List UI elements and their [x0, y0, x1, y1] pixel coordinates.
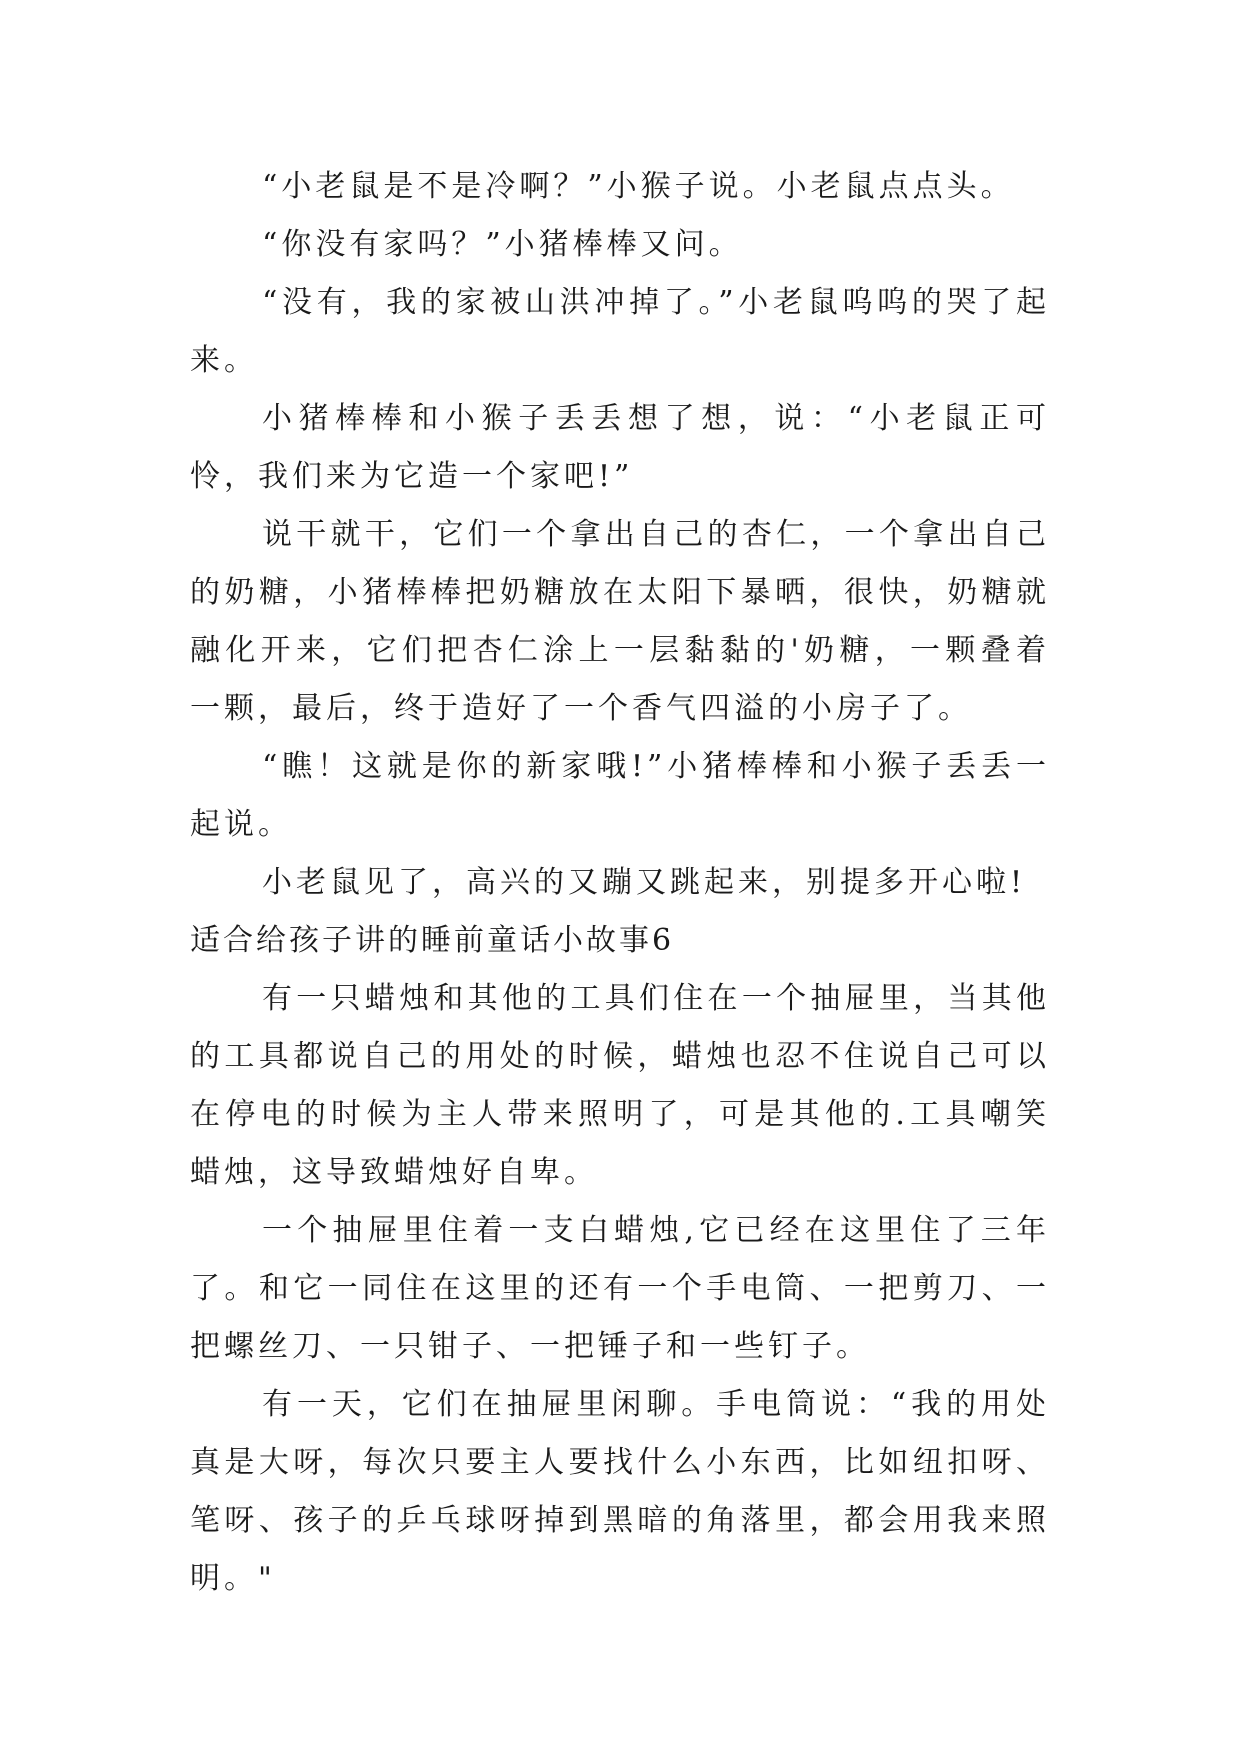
section-title: 适合给孩子讲的睡前童话小故事6: [190, 923, 675, 958]
document-body: [190, 158, 1050, 1608]
paragraph: “没有，我的家被山洪冲掉了。”小老鼠呜呜的哭了起来。: [190, 285, 1050, 378]
paragraph: 小老鼠见了，高兴的又蹦又跳起来，别提多开心啦!: [262, 865, 1027, 900]
paragraph: 说干就干，它们一个拿出自己的杏仁，一个拿出自己的奶糖，小猪棒棒把奶糖放在太阳下暴晒，很快，奶糖就融化开来，它们把杏仁涂上一层黏黏的'奶糖，一颗叠着一颗，最后，终于造好了一个香气四溢的小房子了。: [190, 517, 1050, 726]
paragraph: 小猪棒棒和小猴子丢丢想了想，说：“小老鼠正可怜，我们来为它造一个家吧!”: [190, 401, 1050, 494]
paragraph: 一个抽屉里住着一支白蜡烛,它已经在这里住了三年了。和它一同住在这里的还有一个手电筒、一把剪刀、一把螺丝刀、一只钳子、一把锤子和一些钉子。: [190, 1213, 1050, 1364]
paragraph: “小老鼠是不是冷啊？”小猴子说。小老鼠点点头。: [262, 169, 1015, 204]
paragraph: “瞧！这就是你的新家哦!”小猪棒棒和小猴子丢丢一起说。: [190, 749, 1050, 842]
paragraph: 有一天，它们在抽屉里闲聊。手电筒说：“我的用处真是大呀，每次只要主人要找什么小东西，比如纽扣呀、笔呀、孩子的乒乓球呀掉到黑暗的角落里，都会用我来照明。": [190, 1387, 1050, 1596]
paragraph: 有一只蜡烛和其他的工具们住在一个抽屉里，当其他的工具都说自己的用处的时候，蜡烛也忍不住说自己可以在停电的时候为主人带来照明了，可是其他的.工具嘲笑蜡烛，这导致蜡烛好自卑。: [190, 981, 1050, 1190]
paragraph: “你没有家吗？”小猪棒棒又问。: [262, 227, 743, 262]
